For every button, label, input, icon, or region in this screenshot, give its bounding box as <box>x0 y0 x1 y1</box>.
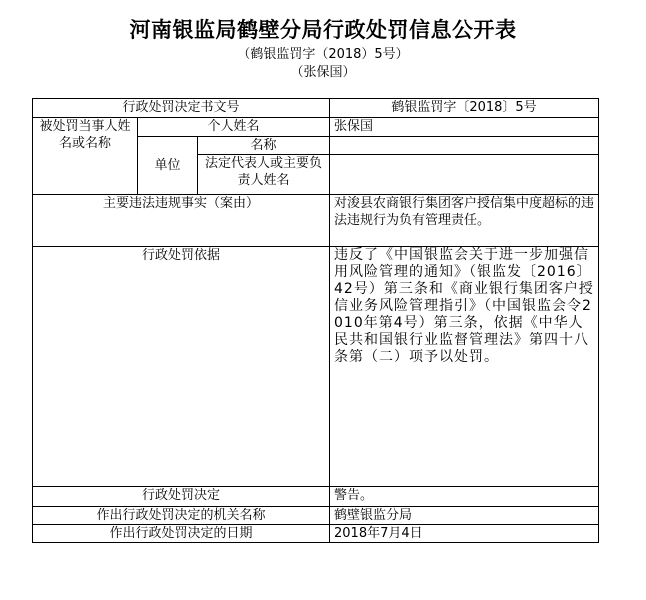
individual-name-label: 个人姓名 <box>138 118 330 137</box>
decision-value: 警告。 <box>330 487 599 507</box>
violation-label: 主要违法违规事实（案由） <box>33 195 330 247</box>
basis-label: 行政处罚依据 <box>33 247 330 487</box>
unit-label-text: 单位 <box>154 157 181 173</box>
date-value: 2018年7月4日 <box>330 525 599 543</box>
unit-label <box>138 137 198 195</box>
party-label: 被处罚当事人姓名或名称 <box>33 118 138 195</box>
legal-rep-value <box>330 155 599 195</box>
authority-label: 作出行政处罚决定的机关名称 <box>33 507 330 525</box>
unit-name-label: 名称 <box>198 137 330 155</box>
table-row <box>33 118 599 137</box>
document-title: 河南银监局鹤壁分局行政处罚信息公开表 <box>129 17 517 42</box>
table-row <box>33 487 599 507</box>
decision-doc-no-label: 行政处罚决定书文号 <box>33 99 330 118</box>
date-label: 作出行政处罚决定的日期 <box>33 525 330 543</box>
basis-value: 违反了《中国银监会关于进一步加强信用风险管理的通知》（银监发〔2016〕42号）第三条和《商业银行集团客户授信业务风险管理指引》（中国银监会令2010年第4号）第三条，依据《中华人民共和国银行业监督管理法》第四十八条第（二）项予以处罚。 <box>330 247 599 487</box>
authority-value: 鹤壁银监分局 <box>330 507 599 525</box>
violation-value: 对浚县农商银行集团客户授信集中度超标的违法违规行为负有管理责任。 <box>330 195 599 247</box>
document-header <box>0 0 646 82</box>
table-row <box>33 99 599 118</box>
table-row <box>33 247 599 487</box>
table-row <box>33 507 599 525</box>
individual-name-value: 张保国 <box>330 118 599 137</box>
legal-rep-label: 法定代表人或主要负责人姓名 <box>198 155 330 195</box>
unit-name-value <box>330 137 599 155</box>
decision-doc-no-value: 鹤银监罚字〔2018〕5号 <box>330 99 599 118</box>
penalized-person: （张保国） <box>290 65 356 80</box>
document-number: （鹤银监罚字（2018）5号） <box>237 47 409 62</box>
table-row <box>33 525 599 543</box>
penalty-info-table <box>32 98 599 543</box>
table-row <box>33 195 599 247</box>
decision-label: 行政处罚决定 <box>33 487 330 507</box>
